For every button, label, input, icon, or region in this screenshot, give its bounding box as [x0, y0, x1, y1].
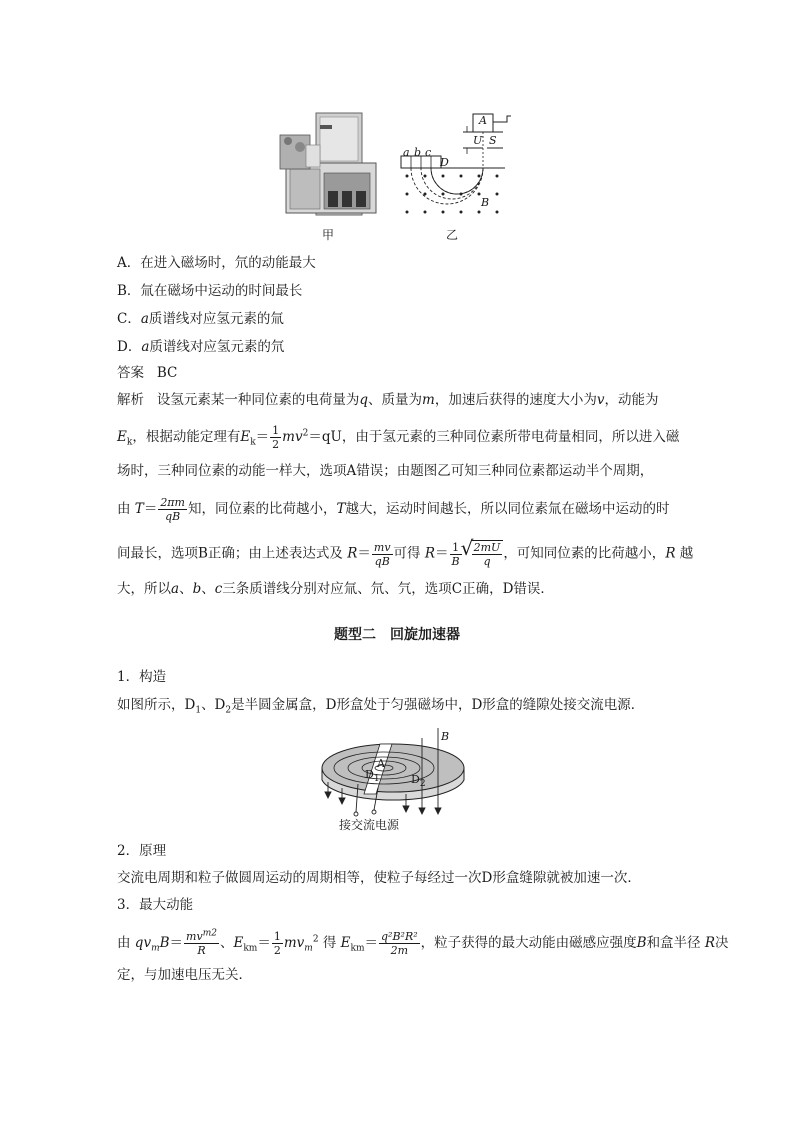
label-S: S [489, 134, 497, 147]
section-title: 题型二 回旋加速器 [334, 627, 460, 643]
cyclotron-label-A: A [377, 757, 385, 770]
s3-line-1: 由 $qv_mB=$ $\frac{mv^{m2}}{R}$ 、$E_{km}=$ $\frac{1}{2}$ $mv_m^2$ 得 $E_{km}=$ $\frac{\text{q²B²R²}}{2m}$ ，粒子获得的最大动能由磁感应强度B和盒半径 R决 [117, 928, 729, 957]
mass-spectrometer-diagram [395, 110, 515, 220]
cyclotron-label-B: B [441, 730, 450, 743]
s2-heading: 2．原理 [117, 843, 167, 859]
analysis-line-2: $E_k$，根据动能定理有$E_k=$ $\frac{1}{2}$ $mv^2=qU$，由于氢元素的三种同位素所带电荷量相同，所以进入磁 [117, 424, 680, 451]
cyclotron-label-D2: $D_2$ [411, 773, 426, 790]
cyclotron-label-D1: $D_1$ [365, 768, 380, 785]
option-d: D．a质谱线对应氢元素的氘 [117, 339, 285, 355]
label-A: A [479, 114, 487, 127]
label-a: a [403, 146, 410, 159]
s2-text: 交流电周期和粒子做圆周运动的周期相等，使粒子每经过一次D形盒缝隙就被加速一次． [117, 870, 641, 886]
label-c: c [425, 146, 432, 159]
analysis-line-5: 间最长，选项B正确；由上述表达式及 R＝ $\frac{mv}{qB}$ 可得 R＝ $\frac{1}{B}$ √ $\frac{2mU}{q}$ ，可知同位素的比荷越小，R 越 [117, 540, 693, 568]
answer: 答案 BC [117, 365, 178, 381]
analysis-line-6: 大，所以a、b、c三条质谱线分别对应氚、氘、氕，选项C正确，D错误． [117, 581, 554, 597]
s1-heading: 1．构造 [117, 669, 167, 685]
option-b: B．氚在磁场中运动的时间最长 [117, 283, 303, 299]
caption-yi: 乙 [446, 228, 459, 242]
label-B: B [481, 196, 490, 209]
analysis-line-1: 解析 设氢元素某一种同位素的电荷量为q、质量为m，加速后获得的速度大小为v，动能为 [117, 392, 659, 408]
mass-spectrometer-photo [276, 107, 380, 219]
analysis-line-4: 由 T＝ $\frac{2\pi m}{qB}$ 知，同位素的比荷越小，T越大，运动时间越长，所以同位素氚在磁场中运动的时 [117, 496, 670, 523]
s3-heading: 3．最大动能 [117, 897, 194, 913]
caption-jia: 甲 [322, 228, 335, 242]
option-c: C．a质谱线对应氢元素的氚 [117, 311, 284, 327]
s3-line-2: 定，与加速电压无关． [117, 967, 252, 983]
analysis-line-3: 场时，三种同位素的动能一样大，选项A错误；由题图乙可知三种同位素都运动半个周期， [117, 463, 654, 479]
label-b: b [414, 146, 422, 159]
s1-text: 如图所示，$D_1$、$D_2$是半圆金属盒，D形盒处于匀强磁场中，D形盒的缝隙处接交流电源． [117, 697, 645, 716]
cyclotron-caption: 接交流电源 [339, 818, 400, 832]
label-D: D [440, 156, 449, 169]
option-a: A．在进入磁场时，氘的动能最大 [117, 255, 316, 271]
label-U: U [473, 134, 483, 147]
